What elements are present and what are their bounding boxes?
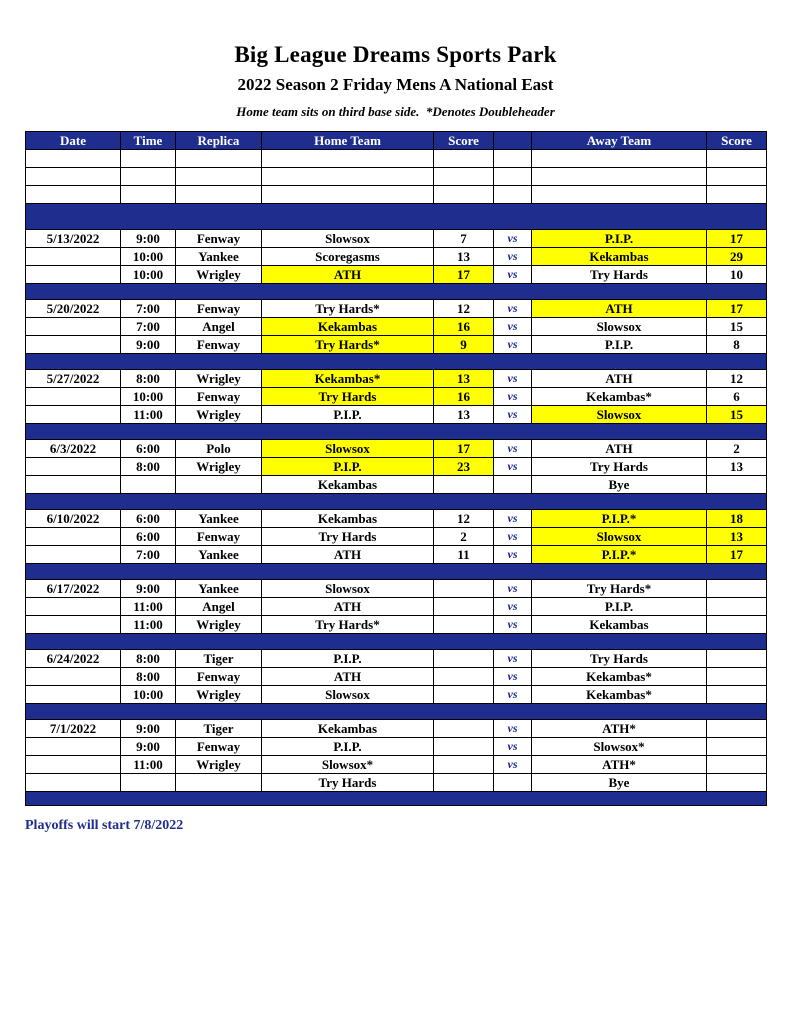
home-score-cell	[434, 150, 494, 168]
time-cell: 9:00	[121, 580, 176, 598]
away-score-cell: 15	[707, 318, 767, 336]
vs-cell: vs	[494, 336, 532, 354]
away-score-cell	[707, 720, 767, 738]
date-cell	[26, 738, 121, 756]
home-team-cell: P.I.P.	[262, 458, 434, 476]
vs-cell: vs	[494, 300, 532, 318]
empty-row	[26, 168, 767, 186]
home-score-cell	[434, 168, 494, 186]
date-cell: 5/20/2022	[26, 300, 121, 318]
home-team-cell: Try Hards	[262, 774, 434, 792]
home-team-cell: Slowsox	[262, 580, 434, 598]
away-team-cell: Try Hards*	[532, 580, 707, 598]
separator-row	[26, 792, 767, 806]
vs-cell: vs	[494, 738, 532, 756]
away-team-cell: Slowsox	[532, 528, 707, 546]
home-score-cell: 17	[434, 266, 494, 284]
replica-cell: Wrigley	[176, 406, 262, 424]
home-team-cell: Try Hards	[262, 528, 434, 546]
home-team-cell: ATH	[262, 598, 434, 616]
home-team-cell: ATH	[262, 266, 434, 284]
game-row	[26, 774, 767, 792]
away-team-cell: P.I.P.	[532, 230, 707, 248]
time-cell: 6:00	[121, 440, 176, 458]
replica-cell	[176, 476, 262, 494]
game-row	[26, 650, 767, 668]
time-cell: 7:00	[121, 546, 176, 564]
vs-cell: vs	[494, 458, 532, 476]
home-team-cell: P.I.P.	[262, 406, 434, 424]
date-cell	[26, 686, 121, 704]
separator-row	[26, 634, 767, 650]
game-row	[26, 388, 767, 406]
separator-row	[26, 424, 767, 440]
date-cell	[26, 248, 121, 266]
time-cell: 11:00	[121, 406, 176, 424]
schedule-table-body	[26, 150, 767, 806]
date-cell	[26, 598, 121, 616]
game-row	[26, 720, 767, 738]
time-cell: 8:00	[121, 668, 176, 686]
home-score-cell: 2	[434, 528, 494, 546]
home-score-cell: 17	[434, 440, 494, 458]
away-team-cell: ATH	[532, 300, 707, 318]
home-score-cell	[434, 476, 494, 494]
vs-cell: vs	[494, 230, 532, 248]
date-cell	[26, 336, 121, 354]
separator-bar	[26, 564, 767, 580]
home-team-cell: Try Hards*	[262, 336, 434, 354]
vs-cell: vs	[494, 598, 532, 616]
col-header-score-home: Score	[434, 132, 494, 150]
date-cell: 6/17/2022	[26, 580, 121, 598]
home-score-cell	[434, 598, 494, 616]
date-cell	[26, 388, 121, 406]
separator-bar	[26, 704, 767, 720]
home-score-cell: 16	[434, 388, 494, 406]
home-score-cell	[434, 650, 494, 668]
away-score-cell	[707, 168, 767, 186]
replica-cell	[176, 168, 262, 186]
time-cell	[121, 476, 176, 494]
away-score-cell: 13	[707, 458, 767, 476]
away-score-cell: 12	[707, 370, 767, 388]
away-team-cell: P.I.P.	[532, 336, 707, 354]
away-score-cell	[707, 186, 767, 204]
vs-cell: vs	[494, 668, 532, 686]
away-team-cell: Slowsox	[532, 406, 707, 424]
replica-cell	[176, 186, 262, 204]
game-row	[26, 248, 767, 266]
vs-cell	[494, 168, 532, 186]
away-team-cell: ATH*	[532, 756, 707, 774]
game-row	[26, 230, 767, 248]
home-team-cell: Kekambas	[262, 476, 434, 494]
date-cell	[26, 150, 121, 168]
home-team-cell: Try Hards*	[262, 300, 434, 318]
replica-cell: Fenway	[176, 230, 262, 248]
home-score-cell	[434, 756, 494, 774]
time-cell	[121, 186, 176, 204]
vs-cell: vs	[494, 756, 532, 774]
date-cell: 6/10/2022	[26, 510, 121, 528]
page-header	[0, 0, 791, 120]
home-score-cell	[434, 616, 494, 634]
time-cell: 10:00	[121, 686, 176, 704]
date-cell	[26, 318, 121, 336]
vs-cell: vs	[494, 406, 532, 424]
away-team-cell: P.I.P.*	[532, 546, 707, 564]
col-header-replica: Replica	[176, 132, 262, 150]
time-cell: 10:00	[121, 248, 176, 266]
away-team-cell: Kekambas	[532, 616, 707, 634]
date-cell	[26, 546, 121, 564]
replica-cell	[176, 774, 262, 792]
col-header-home-team: Home Team	[262, 132, 434, 150]
home-score-cell: 12	[434, 300, 494, 318]
separator-bar	[26, 354, 767, 370]
vs-cell: vs	[494, 266, 532, 284]
away-team-cell	[532, 150, 707, 168]
date-cell	[26, 458, 121, 476]
date-cell	[26, 406, 121, 424]
game-row	[26, 266, 767, 284]
page-title: Big League Dreams Sports Park	[234, 42, 557, 67]
vs-cell: vs	[494, 370, 532, 388]
time-cell: 11:00	[121, 616, 176, 634]
away-team-cell: Bye	[532, 476, 707, 494]
away-score-cell: 17	[707, 300, 767, 318]
separator-row	[26, 564, 767, 580]
away-score-cell	[707, 650, 767, 668]
away-score-cell: 8	[707, 336, 767, 354]
away-team-cell: P.I.P.*	[532, 510, 707, 528]
game-row	[26, 686, 767, 704]
home-score-cell: 13	[434, 248, 494, 266]
away-score-cell: 10	[707, 266, 767, 284]
time-cell: 9:00	[121, 720, 176, 738]
away-team-cell: Slowsox*	[532, 738, 707, 756]
separator-bar	[26, 494, 767, 510]
home-team-cell: ATH	[262, 668, 434, 686]
time-cell: 7:00	[121, 300, 176, 318]
away-team-cell: Try Hards	[532, 458, 707, 476]
away-team-cell: P.I.P.	[532, 598, 707, 616]
replica-cell	[176, 150, 262, 168]
game-row	[26, 616, 767, 634]
away-score-cell	[707, 738, 767, 756]
home-score-cell	[434, 186, 494, 204]
replica-cell: Wrigley	[176, 458, 262, 476]
away-team-cell	[532, 186, 707, 204]
date-cell	[26, 266, 121, 284]
replica-cell: Fenway	[176, 388, 262, 406]
time-cell: 7:00	[121, 318, 176, 336]
game-row	[26, 300, 767, 318]
home-score-cell	[434, 686, 494, 704]
separator-row	[26, 284, 767, 300]
home-score-cell: 11	[434, 546, 494, 564]
away-score-cell: 17	[707, 230, 767, 248]
away-score-cell: 13	[707, 528, 767, 546]
replica-cell: Yankee	[176, 546, 262, 564]
date-cell	[26, 528, 121, 546]
replica-cell: Fenway	[176, 336, 262, 354]
home-team-cell: Kekambas	[262, 510, 434, 528]
away-score-cell	[707, 756, 767, 774]
game-row	[26, 458, 767, 476]
replica-cell: Wrigley	[176, 266, 262, 284]
game-row	[26, 598, 767, 616]
home-team-cell: ATH	[262, 546, 434, 564]
away-score-cell: 2	[707, 440, 767, 458]
away-score-cell	[707, 686, 767, 704]
game-row	[26, 406, 767, 424]
separator-row	[26, 494, 767, 510]
away-team-cell: Bye	[532, 774, 707, 792]
separator-bar	[26, 634, 767, 650]
replica-cell: Wrigley	[176, 370, 262, 388]
time-cell	[121, 774, 176, 792]
game-row	[26, 370, 767, 388]
replica-cell: Wrigley	[176, 756, 262, 774]
time-cell: 8:00	[121, 458, 176, 476]
time-cell: 9:00	[121, 336, 176, 354]
time-cell: 6:00	[121, 510, 176, 528]
home-score-cell: 13	[434, 406, 494, 424]
game-row	[26, 668, 767, 686]
empty-row	[26, 186, 767, 204]
separator-row	[26, 354, 767, 370]
home-team-cell: Slowsox	[262, 230, 434, 248]
date-cell	[26, 168, 121, 186]
home-team-cell: Scoregasms	[262, 248, 434, 266]
away-team-cell: Kekambas	[532, 248, 707, 266]
game-row	[26, 738, 767, 756]
game-row	[26, 318, 767, 336]
game-row	[26, 336, 767, 354]
replica-cell: Tiger	[176, 720, 262, 738]
date-cell: 5/27/2022	[26, 370, 121, 388]
schedule-table	[25, 131, 767, 806]
vs-cell: vs	[494, 650, 532, 668]
vs-cell: vs	[494, 528, 532, 546]
replica-cell: Yankee	[176, 510, 262, 528]
separator-bar	[26, 424, 767, 440]
date-cell	[26, 186, 121, 204]
game-row	[26, 476, 767, 494]
away-score-cell	[707, 616, 767, 634]
home-team-cell: Kekambas	[262, 318, 434, 336]
away-team-cell: Kekambas*	[532, 668, 707, 686]
away-team-cell: Try Hards	[532, 266, 707, 284]
away-team-cell: ATH	[532, 440, 707, 458]
home-team-cell: Try Hards	[262, 388, 434, 406]
vs-cell	[494, 476, 532, 494]
date-cell	[26, 616, 121, 634]
vs-cell: vs	[494, 440, 532, 458]
home-team-cell: Kekambas*	[262, 370, 434, 388]
home-team-cell: Try Hards*	[262, 616, 434, 634]
home-team-cell: Kekambas	[262, 720, 434, 738]
away-score-cell: 6	[707, 388, 767, 406]
vs-cell: vs	[494, 616, 532, 634]
game-row	[26, 546, 767, 564]
date-cell	[26, 756, 121, 774]
away-score-cell	[707, 476, 767, 494]
time-cell: 11:00	[121, 598, 176, 616]
home-score-cell	[434, 580, 494, 598]
vs-cell: vs	[494, 546, 532, 564]
date-cell	[26, 668, 121, 686]
col-header-date: Date	[26, 132, 121, 150]
time-cell: 8:00	[121, 650, 176, 668]
time-cell	[121, 168, 176, 186]
away-team-cell: Kekambas*	[532, 686, 707, 704]
away-score-cell	[707, 598, 767, 616]
home-score-cell: 12	[434, 510, 494, 528]
away-score-cell	[707, 150, 767, 168]
separator-row	[26, 704, 767, 720]
col-header-away-team: Away Team	[532, 132, 707, 150]
home-team-cell: P.I.P.	[262, 738, 434, 756]
time-cell: 11:00	[121, 756, 176, 774]
date-cell: 7/1/2022	[26, 720, 121, 738]
col-header-vs	[494, 132, 532, 150]
vs-cell: vs	[494, 686, 532, 704]
table-header-row	[26, 132, 767, 150]
away-score-cell: 29	[707, 248, 767, 266]
away-team-cell	[532, 168, 707, 186]
away-team-cell: Try Hards	[532, 650, 707, 668]
replica-cell: Yankee	[176, 580, 262, 598]
col-header-time: Time	[121, 132, 176, 150]
away-score-cell: 15	[707, 406, 767, 424]
home-score-cell: 13	[434, 370, 494, 388]
away-score-cell	[707, 774, 767, 792]
date-cell	[26, 774, 121, 792]
separator-bar	[26, 204, 767, 230]
home-score-cell	[434, 668, 494, 686]
home-team-cell	[262, 150, 434, 168]
game-row	[26, 580, 767, 598]
replica-cell: Angel	[176, 598, 262, 616]
date-cell: 6/3/2022	[26, 440, 121, 458]
replica-cell: Fenway	[176, 300, 262, 318]
replica-cell: Yankee	[176, 248, 262, 266]
replica-cell: Wrigley	[176, 616, 262, 634]
home-team-cell: P.I.P.	[262, 650, 434, 668]
away-score-cell: 17	[707, 546, 767, 564]
separator-row	[26, 204, 767, 230]
game-row	[26, 756, 767, 774]
playoffs-note: Playoffs will start 7/8/2022	[25, 818, 184, 833]
replica-cell: Fenway	[176, 528, 262, 546]
vs-cell: vs	[494, 720, 532, 738]
away-team-cell: ATH	[532, 370, 707, 388]
home-team-cell	[262, 168, 434, 186]
away-score-cell: 18	[707, 510, 767, 528]
home-team-cell: Slowsox	[262, 686, 434, 704]
home-team-cell	[262, 186, 434, 204]
home-score-cell: 7	[434, 230, 494, 248]
separator-bar	[26, 792, 767, 806]
time-cell: 8:00	[121, 370, 176, 388]
col-header-score-away: Score	[707, 132, 767, 150]
game-row	[26, 440, 767, 458]
date-cell	[26, 476, 121, 494]
time-cell	[121, 150, 176, 168]
separator-bar	[26, 284, 767, 300]
vs-cell	[494, 186, 532, 204]
vs-cell: vs	[494, 580, 532, 598]
time-cell: 10:00	[121, 388, 176, 406]
date-cell: 6/24/2022	[26, 650, 121, 668]
away-team-cell: ATH*	[532, 720, 707, 738]
replica-cell: Wrigley	[176, 686, 262, 704]
home-score-cell: 23	[434, 458, 494, 476]
replica-cell: Fenway	[176, 668, 262, 686]
home-score-cell	[434, 738, 494, 756]
home-score-cell	[434, 774, 494, 792]
home-score-cell: 16	[434, 318, 494, 336]
time-cell: 6:00	[121, 528, 176, 546]
replica-cell: Fenway	[176, 738, 262, 756]
game-row	[26, 528, 767, 546]
vs-cell	[494, 774, 532, 792]
home-score-cell: 9	[434, 336, 494, 354]
game-row	[26, 510, 767, 528]
away-team-cell: Slowsox	[532, 318, 707, 336]
away-team-cell: Kekambas*	[532, 388, 707, 406]
away-score-cell	[707, 580, 767, 598]
time-cell: 9:00	[121, 230, 176, 248]
page-subtitle: 2022 Season 2 Friday Mens A National East	[237, 75, 554, 94]
page-note: Home team sits on third base side. *Denotes Doubleheader	[236, 104, 555, 119]
replica-cell: Angel	[176, 318, 262, 336]
away-score-cell	[707, 668, 767, 686]
replica-cell: Tiger	[176, 650, 262, 668]
vs-cell: vs	[494, 510, 532, 528]
time-cell: 10:00	[121, 266, 176, 284]
vs-cell: vs	[494, 388, 532, 406]
vs-cell	[494, 150, 532, 168]
home-team-cell: Slowsox	[262, 440, 434, 458]
home-team-cell: Slowsox*	[262, 756, 434, 774]
vs-cell: vs	[494, 318, 532, 336]
replica-cell: Polo	[176, 440, 262, 458]
home-score-cell	[434, 720, 494, 738]
vs-cell: vs	[494, 248, 532, 266]
date-cell: 5/13/2022	[26, 230, 121, 248]
empty-row	[26, 150, 767, 168]
time-cell: 9:00	[121, 738, 176, 756]
